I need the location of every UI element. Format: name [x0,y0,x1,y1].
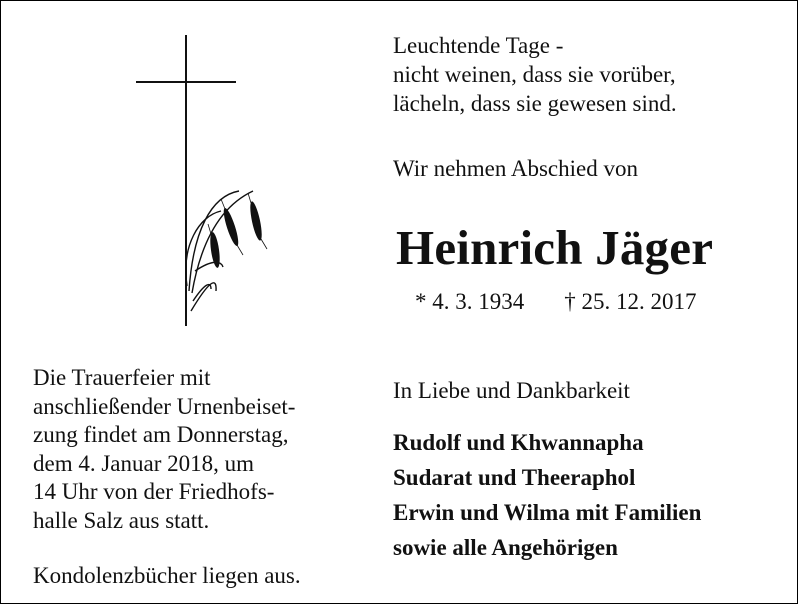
farewell-line: Wir nehmen Abschied von [393,156,638,181]
death-date: † 25. 12. 2017 [564,289,697,314]
service-line: 14 Uhr von der Friedhofs- [33,479,275,504]
mourners-list [393,425,701,565]
service-line: Die Trauerfeier mit [33,365,211,390]
mourner-entry: sowie alle Angehörigen [393,535,618,560]
condolence-note: Kondolenzbücher liegen aus. [33,563,301,588]
service-line: anschließender Urnenbeiset- [33,393,296,419]
cross-with-wheat-icon [121,31,291,331]
motto-line: nicht weinen, dass sie vorüber, [393,62,676,87]
motto-line: lächeln, dass sie gewesen sind. [393,91,677,116]
service-line: dem 4. Januar 2018, um [33,450,255,476]
birth-date: * 4. 3. 1934 [415,289,525,314]
deceased-name: Heinrich Jäger [396,220,714,275]
mourner-entry: Sudarat und Theeraphol [393,465,636,490]
motto-line: Leuchtende Tage - [393,33,564,58]
service-details [33,364,295,535]
service-line: zung findet am Donnerstag, [33,422,289,447]
gratitude-line: In Liebe und Dankbarkeit [393,378,630,403]
motto-verse [393,31,677,118]
service-line: halle Salz aus statt. [33,507,210,533]
mourner-entry: Rudolf und Khwannapha [393,430,644,455]
mourner-entry: Erwin und Wilma mit Familien [393,500,702,525]
life-dates [415,289,697,315]
